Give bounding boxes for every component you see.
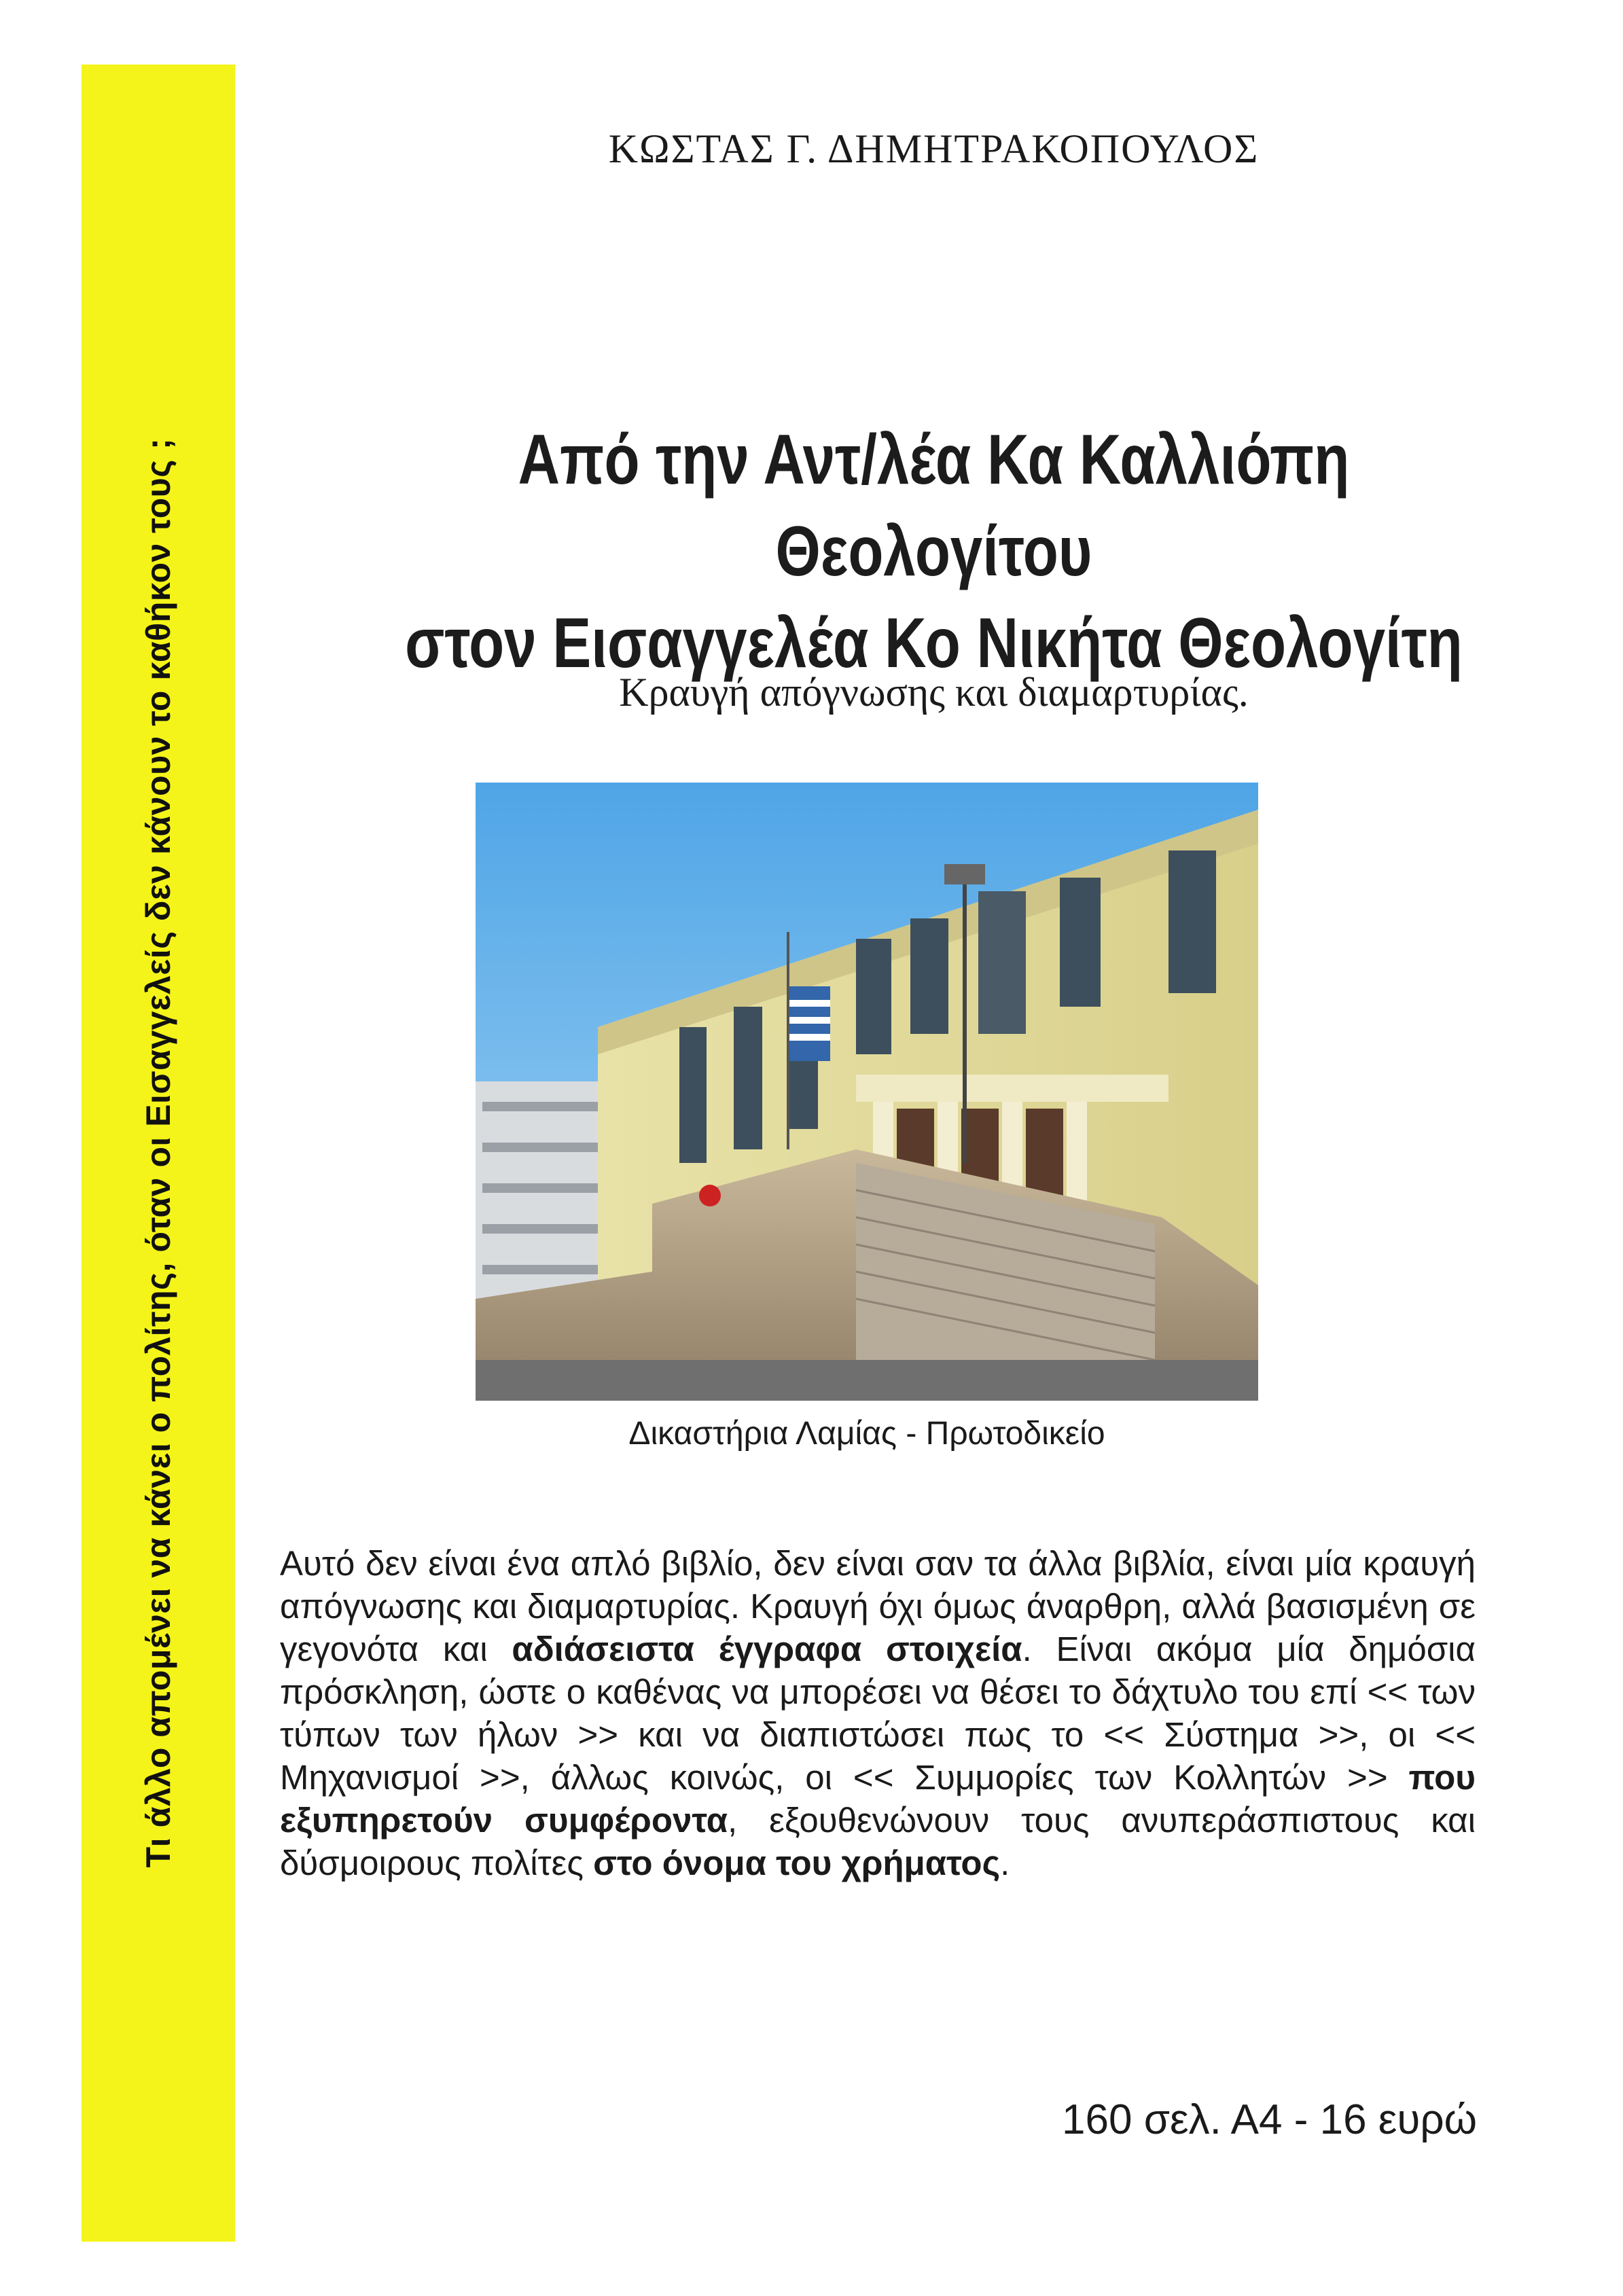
author-name: ΚΩΣΤΑΣ Γ. ΔΗΜΗΤΡΑΚΟΠΟΥΛΟΣ [608, 126, 1260, 171]
description-bold-2: που εξυπηρετούν συμφέροντα [280, 1758, 1476, 1840]
description-text-2: . Είναι ακόμα μία δημόσια πρόσκληση, ώστε ο καθένας να μπορέσει να θέσει το δάχτυλο του επί << των τύπων των ήλων >> και να διαπιστώσει πως το << Σύστημα >>, οι << Μηχανισμοί >>, άλλως κοινώς, οι << Συμμορίες των Κολλητών >> [280, 1630, 1476, 1797]
description-paragraph [280, 1542, 1476, 1884]
description-bold-3: στο όνομα του χρήματος [593, 1844, 1001, 1882]
book-title [369, 414, 1499, 689]
book-subtitle: Κραυγή απόγνωσης και διαμαρτυρίας. [619, 670, 1249, 715]
courthouse-illustration [476, 783, 1258, 1401]
description-text-4: . [1000, 1844, 1010, 1882]
description-text-3: , εξουθενώνουν τους ανυπεράσπιστους και δύσμοιρους πολίτες [280, 1801, 1476, 1882]
description-bold-1: αδιάσειστα έγγραφα στοιχεία [512, 1630, 1022, 1668]
price-info: 160 σελ. Α4 - 16 ευρώ [1062, 2096, 1477, 2143]
title-line-1: Από την Αντ/λέα Κα Καλλιόπη Θεολογίτου [518, 420, 1350, 591]
courthouse-photo [476, 783, 1258, 1401]
description-text-1: Αυτό δεν είναι ένα απλό βιβλίο, δεν είναι σαν τα άλλα βιβλία, είναι μία κραυγή απόγνωσης και διαμαρτυρίας. Κραυγή όχι όμως άναρθρη, αλλά βασισμένη σε γεγονότα και [280, 1544, 1476, 1668]
photo-caption: Δικαστήρια Λαμίας - Πρωτοδικείο [628, 1416, 1105, 1452]
title-line-2: στον Εισαγγελέα Κο Νικήτα Θεολογίτη [405, 604, 1463, 683]
side-bar-text: Τι άλλο απομένει να κάνει ο πολίτης, όταν οι Εισαγγελείς δεν κάνουν το καθήκον τους ; [139, 437, 177, 1868]
